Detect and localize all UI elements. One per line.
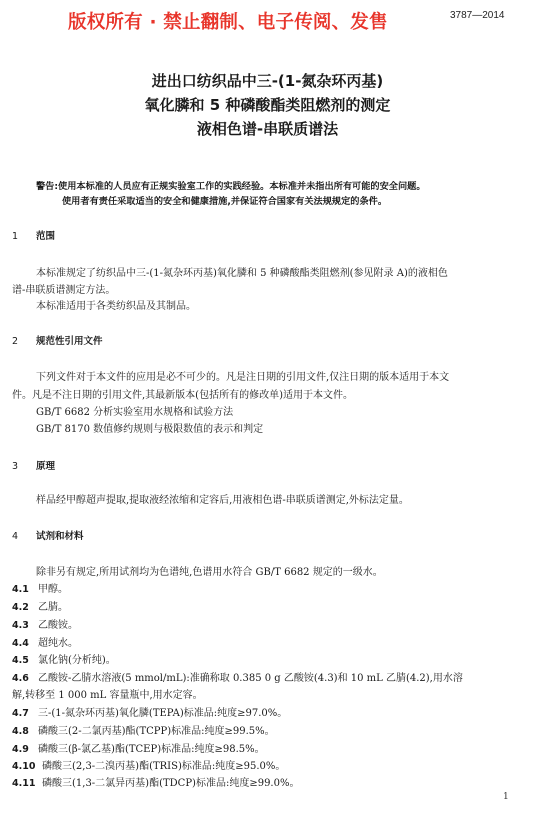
title-line-3: 液相色谱-串联质谱法	[196, 120, 339, 138]
section-2-paragraph-1a: 下列文件对于本文件的应用是必不可少的。凡是注日期的引用文件,仅注日期的版本适用于本文	[36, 372, 450, 383]
item-number: 4.9	[12, 744, 29, 755]
item-number: 4.4	[12, 638, 29, 649]
list-item	[12, 740, 265, 755]
item-text: 氯化钠(分析纯)。	[38, 655, 116, 666]
item-text: 解,转移至 1 000 mL 容量瓶中,用水定容。	[12, 690, 203, 701]
item-number: 4.3	[12, 620, 29, 631]
watermark-banner: 版权所有 · 禁止翻制、电子传阅、发售	[68, 12, 388, 33]
page-number: 1	[503, 792, 509, 802]
item-number: 4.5	[12, 655, 29, 666]
section-title: 规范性引用文件	[36, 336, 103, 347]
section-4-heading	[12, 528, 84, 542]
reference-gbt-8170: GB/T 8170 数值修约规则与极限数值的表示和判定	[36, 424, 264, 435]
list-item	[12, 704, 287, 719]
item-number: 4.11	[12, 778, 36, 789]
list-item	[12, 598, 68, 613]
item-number: 4.8	[12, 726, 29, 737]
item-number: 4.10	[12, 761, 36, 772]
item-number: 4.7	[12, 708, 29, 719]
item-text: 甲醇。	[38, 584, 68, 595]
standard-number: 3787—2014	[450, 10, 505, 21]
section-1-paragraph-1b: 谱-串联质谱测定方法。	[12, 285, 116, 296]
title-line-2: 氧化膦和 5 种磷酸酯类阻燃剂的测定	[144, 96, 391, 114]
list-item	[12, 722, 275, 737]
item-number: 4.2	[12, 602, 29, 613]
list-item	[12, 757, 285, 772]
section-2-paragraph-1b: 件。凡是不注日期的引用文件,其最新版本(包括所有的修改单)适用于本文件。	[12, 390, 353, 401]
item-text: 磷酸三(β-氯乙基)酯(TCEP)标准品:纯度≥98.5%。	[38, 744, 265, 755]
list-item	[12, 580, 68, 595]
section-number: 2	[12, 336, 19, 347]
item-text: 乙酸铵。	[38, 620, 78, 631]
list-item	[12, 774, 299, 789]
section-3-heading	[12, 458, 55, 472]
section-title: 范围	[36, 231, 56, 242]
item-text: 超纯水。	[38, 638, 78, 649]
list-item-continuation	[12, 686, 203, 701]
section-number: 4	[12, 531, 19, 542]
section-number: 3	[12, 461, 19, 472]
item-text: 乙腈。	[38, 602, 68, 613]
item-text: 磷酸三(2,3-二溴丙基)酯(TRIS)标准品:纯度≥95.0%。	[42, 761, 286, 772]
section-1-heading	[12, 228, 55, 242]
title-line-1: 进出口纺织品中三-(1-氮杂环丙基)	[151, 72, 384, 90]
item-text: 三-(1-氮杂环丙基)氧化膦(TEPA)标准品:纯度≥97.0%。	[38, 708, 288, 719]
section-4-intro: 除非另有规定,所用试剂均为色谱纯,色谱用水符合 GB/T 6682 规定的一级水。	[36, 567, 383, 578]
item-text: 磷酸三(2-二氯丙基)酯(TCPP)标准品:纯度≥99.5%。	[38, 726, 275, 737]
list-item	[12, 651, 116, 666]
item-number: 4.6	[12, 673, 29, 684]
section-1-paragraph-2: 本标准适用于各类纺织品及其制品。	[36, 301, 196, 312]
section-2-heading	[12, 333, 103, 347]
item-text: 磷酸三(1,3-二氯异丙基)酯(TDCP)标准品:纯度≥99.0%。	[42, 778, 300, 789]
item-number: 4.1	[12, 584, 29, 595]
list-item	[12, 634, 78, 649]
list-item	[12, 669, 463, 684]
section-title: 试剂和材料	[36, 531, 84, 542]
section-number: 1	[12, 231, 19, 242]
reference-gbt-6682: GB/T 6682 分析实验室用水规格和试验方法	[36, 407, 234, 418]
section-title: 原理	[36, 461, 56, 472]
section-1-paragraph-1a: 本标准规定了纺织品中三-(1-氮杂环丙基)氧化膦和 5 种磷酸酯类阻燃剂(参见附录 A)的液相色	[36, 268, 448, 279]
warning-line-2: 使用者有责任采取适当的安全和健康措施,并保证符合国家有关法规规定的条件。	[62, 196, 388, 207]
section-3-paragraph-1: 样品经甲醇超声提取,提取液经浓缩和定容后,用液相色谱-串联质谱测定,外标法定量。	[36, 495, 409, 506]
list-item	[12, 616, 78, 631]
warning-line-1: 警告:使用本标准的人员应有正规实验室工作的实践经验。本标准并未指出所有可能的安全问题。	[36, 181, 426, 192]
item-text: 乙酸铵-乙腈水溶液(5 mmol/mL):准确称取 0.385 0 g 乙酸铵(4.3)和 10 mL 乙腈(4.2),用水溶	[38, 673, 463, 684]
